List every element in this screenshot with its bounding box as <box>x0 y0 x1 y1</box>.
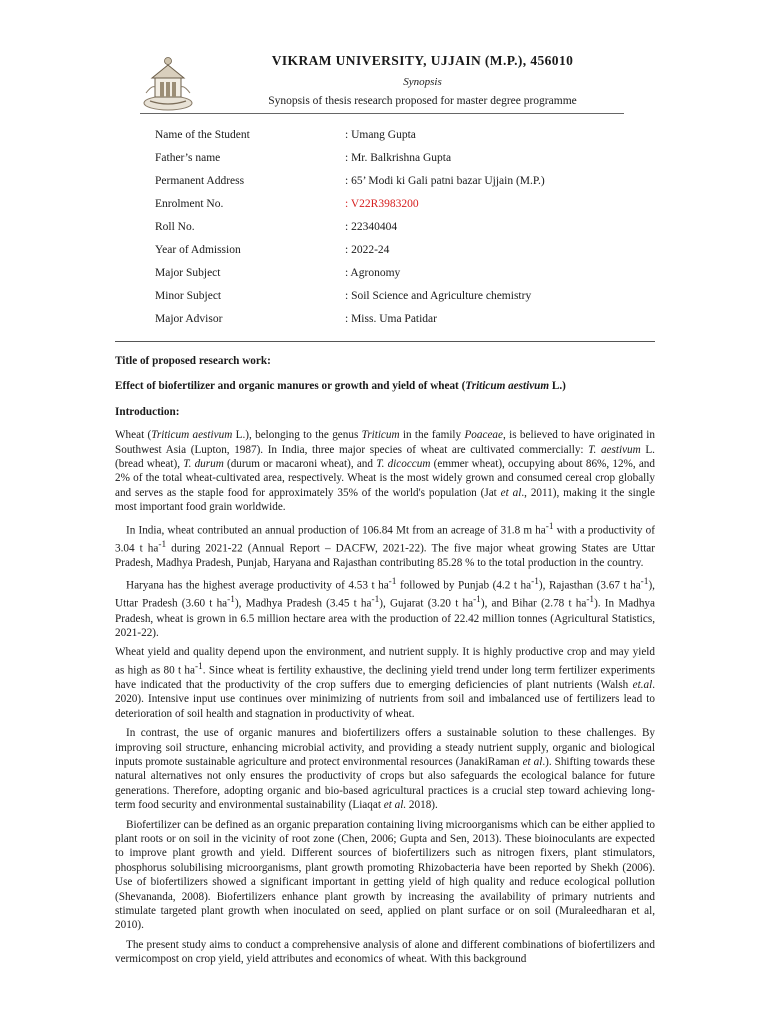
detail-value: : Agronomy <box>345 267 401 279</box>
detail-value: : 2022-24 <box>345 244 390 256</box>
detail-label: Minor Subject <box>155 290 222 302</box>
student-details <box>155 127 625 334</box>
university-emblem-icon <box>142 55 194 113</box>
detail-label: Roll No. <box>155 221 195 233</box>
research-title-heading: Title of proposed research work: <box>115 355 271 367</box>
intro-paragraph-2: In India, wheat contributed an annual production of 106.84 Mt from an acreage of 31.8 m $ha^{-1}$ with a productivity of 3.04 t $ha^{-1}$ during 2021-22 (Annual Report – DACFW, 2021-22). The five major wheat growing States are Uttar Pradesh, Madhya Pradesh, Punjab, Haryana and Rajasthan contributing 85.28 % to the total production in the country. <box>115 521 655 569</box>
detail-label: Year of Admission <box>155 244 241 256</box>
detail-row-student-name <box>155 127 625 150</box>
header-divider <box>140 113 624 114</box>
synopsis-body <box>115 354 655 967</box>
intro-paragraph-5: In contrast, the use of organic manures and biofertilizers offers a sustainable solution to these challenges. By improving soil structure, enhancing microbial activity, and providing a steady nutrient supply, organic and biological inputs promote sustainable agriculture and protect environmental resources (JanakiRaman et al.). Shifting towards these natural alternatives not only ensures the productivity of crops but also safeguards the ecological balance for future generations. Therefore, adopting organic and bio-based agricultural practices is a crucial step toward achieving long-term food security and environmental sustainability (Liaqat et al. 2018). <box>115 727 656 812</box>
detail-row-address <box>155 173 625 196</box>
detail-row-roll-no <box>155 219 625 242</box>
intro-paragraph-3: Haryana has the highest average productivity of 4.53 t $ha^{-1}$ followed by Punjab (4.2 t $ha^{-1}$), Rajasthan (3.67 t $ha^{-1}$), Uttar Pradesh (3.60 t $ha^{-1}$), Madhya Pradesh (3.45 t $ha^{-1}$), Gujarat (3.20 t $ha^{-1}$), and Bihar (2.78 t $ha^{-1}$). In Madhya Pradesh, wheat is grown in 6.5 million hectare area with the production of 22.42 million tonnes (Agricultural Statistics, 2021-22). <box>115 577 655 640</box>
detail-row-major-advisor <box>155 311 625 334</box>
university-title: VIKRAM UNIVERSITY, UJJAIN (M.P.), 456010 <box>271 53 574 68</box>
detail-row-major-subject <box>155 265 625 288</box>
detail-value: : Mr. Balkrishna Gupta <box>345 152 452 164</box>
research-title: Effect of biofertilizer and organic manures or growth and yield of wheat (Triticum aestivum L.) <box>115 380 566 393</box>
document-description: Synopsis of thesis research proposed for master degree programme <box>268 95 577 107</box>
detail-value: : Miss. Uma Patidar <box>345 313 437 325</box>
detail-row-admission-year <box>155 242 625 265</box>
detail-label: Enrolment No. <box>155 198 224 210</box>
detail-row-enrolment <box>155 196 625 219</box>
detail-value: : Soil Science and Agriculture chemistry <box>345 290 532 302</box>
detail-label: Father’s name <box>155 152 221 164</box>
detail-label: Permanent Address <box>155 175 245 187</box>
intro-paragraph-1: Wheat (Triticum aestivum L.), belonging to the genus Triticum in the family Poaceae, is believed to have originated in Southwest Asia (Lupton, 1987). In India, three major species of wheat are cultivated commercially: T. aestivum L. (bread wheat), T. durum (durum or macaroni wheat), and T. dicoccum (emmer wheat), occupying about 86%, 12%, and 2% of the total wheat-cultivated area, respectively. Wheat is the most widely grown and consumed cereal crop globally and serves as the staple food for approximately 35% of the world's population (Jat et al., 2011), making it the single most important food grain worldwide. <box>115 429 655 514</box>
section-divider <box>115 341 655 342</box>
detail-label: Major Advisor <box>155 313 223 325</box>
detail-label: Major Subject <box>155 267 221 279</box>
intro-paragraph-4: Wheat yield and quality depend upon the environment, and nutrient supply. It is highly productive crop and may yield as high as 80 t $ha^{-1}$. Since wheat is fertility exhaustive, the declining yield trend under long term fertilizer experiments have indicated that the productivity of the crop suffers due to emerging deficiencies of plant nutrients (Walsh et.al. 2020). Intensive input use continues over minimizing of nutrients from soil and imbalanced use of fertilizers lead to deterioration of soil health and stagnation in productivity of wheat. <box>115 646 655 720</box>
detail-value: : 22340404 <box>345 221 398 233</box>
detail-row-minor-subject <box>155 288 625 311</box>
intro-paragraph-7: The present study aims to conduct a comprehensive analysis of alone and different combinations of biofertilizers and vermicompost on crop yield, yield attributes and economics of wheat. With this background <box>115 938 655 966</box>
detail-label: Name of the Student <box>155 129 250 141</box>
document-type: Synopsis <box>403 76 442 88</box>
detail-row-father-name <box>155 150 625 173</box>
detail-value: : 65’ Modi ki Gali patni bazar Ujjain (M.P.) <box>345 175 545 187</box>
intro-paragraph-6: Biofertilizer can be defined as an organic preparation containing living microorganisms which can be either applied to plant roots or on soil in the vicinity of root zone (Chen, 2006; Gupta and Sen, 2013). These bioinoculants are expected to improve plant growth and yield. Different sources of biofertilizers such as nitrogen fixers, plant stimulators, phosphorus solubilising microorganisms, plant growth promoting Rhizobacteria have been reported by Shekh (2006). Use of biofertilizers showed a significant important in getting yield of high quality and reduce ecological pollution (Shevananda, 2008). Biofertilizers enhance plant growth by increasing the availability of primary nutrients and stimulate targeted plant growth when inoculated on seed, applied on plant surface or on soil (Muraleedharan et al, 2010). <box>115 818 655 932</box>
introduction-heading: Introduction: <box>115 405 180 418</box>
detail-value-enrolment: : V22R3983200 <box>345 198 419 210</box>
detail-value: : Umang Gupta <box>345 129 416 141</box>
